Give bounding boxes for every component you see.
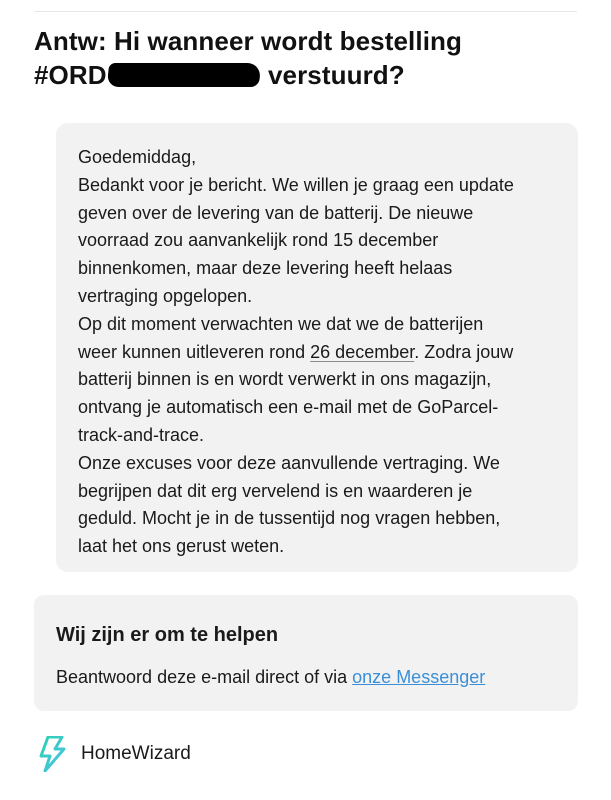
message-greeting: Goedemiddag, xyxy=(78,147,197,167)
help-text xyxy=(56,665,556,689)
message-line: binnenkomen, maar deze levering heeft helaas xyxy=(78,258,453,279)
top-divider xyxy=(34,11,577,12)
messenger-link[interactable]: onze Messenger xyxy=(352,667,486,687)
message-line: vertraging opgelopen. xyxy=(78,285,253,306)
subject-text: Antw: Hi wanneer wordt bestelling xyxy=(34,26,462,56)
help-card xyxy=(34,595,578,711)
message-line: batterij binnen is en wordt verwerkt in ons magazijn, xyxy=(78,369,492,390)
message-line: Bedankt voor je bericht. We willen je graag een update xyxy=(78,174,514,195)
message-line: ontvang je automatisch een e-mail met de GoParcel- xyxy=(78,397,499,418)
message-text: weer kunnen uitleveren rond xyxy=(78,341,311,362)
message-card xyxy=(56,123,578,572)
message-line: track-and-trace. xyxy=(78,424,205,445)
message-line: begrijpen dat dit erg vervelend is en waarderen je xyxy=(78,480,473,501)
lightning-bolt-icon xyxy=(38,736,66,772)
message-line-with-date xyxy=(78,339,560,367)
message-text: . Zodra jouw xyxy=(414,341,514,362)
redaction-mark xyxy=(106,63,261,87)
brand-name: HomeWizard xyxy=(81,743,191,764)
footer xyxy=(38,734,191,774)
message-line: geven over de levering van de batterij. De nieuwe xyxy=(78,202,474,223)
email-subject xyxy=(34,24,579,92)
help-text-body: Beantwoord deze e-mail direct of via xyxy=(56,667,353,687)
subject-order-prefix: #ORD xyxy=(34,60,107,90)
message-line: Onze excuses voor deze aanvullende vertraging. We xyxy=(78,452,500,473)
subject-suffix: verstuurd? xyxy=(267,60,405,90)
message-line: laat het ons gerust weten. xyxy=(78,536,285,557)
message-line: geduld. Mocht je in de tussentijd nog vragen hebben, xyxy=(78,508,501,529)
message-line: Op dit moment verwachten we dat we de batterijen xyxy=(78,313,484,334)
help-title: Wij zijn er om te helpen xyxy=(56,624,279,646)
date-link[interactable]: 26 december xyxy=(310,341,415,362)
message-line: voorraad zou aanvankelijk rond 15 december xyxy=(78,230,439,251)
